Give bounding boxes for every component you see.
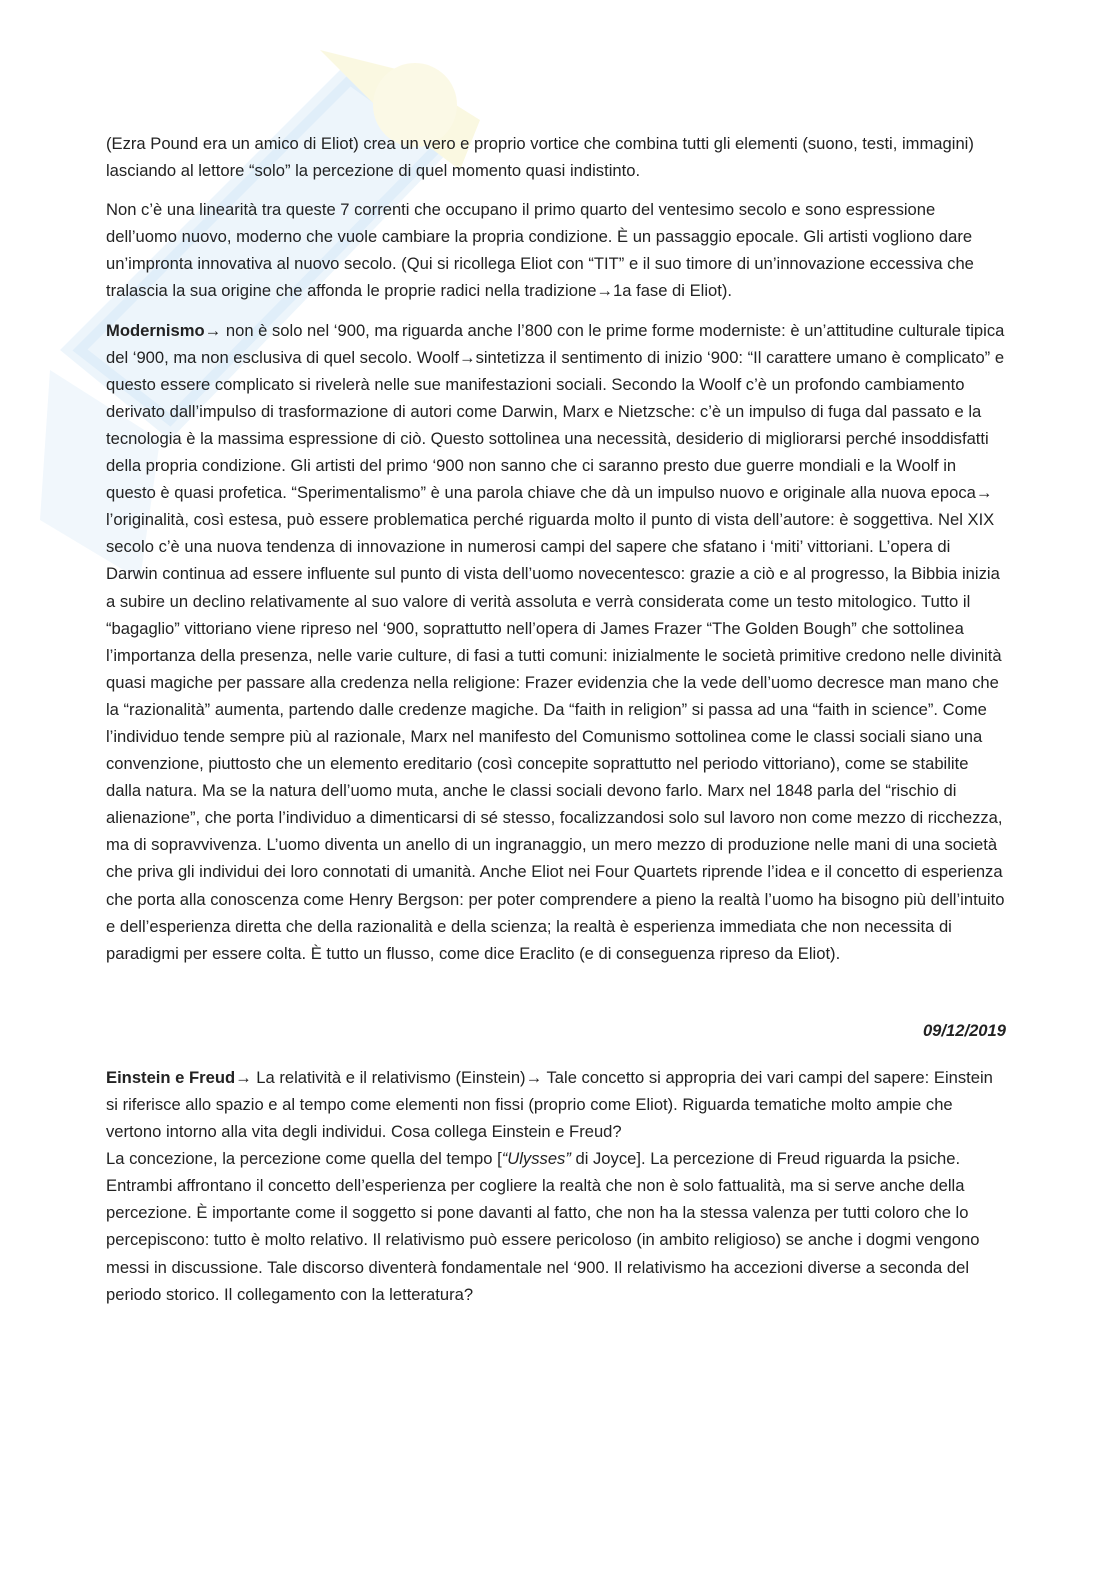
- paragraph-modernismo: [106, 317, 1006, 967]
- paragraph: (Ezra Pound era un amico di Eliot) crea un vero e proprio vortice che combina tutti gli elementi (suono, testi, immagini) lasciando al lettore “solo” la percezione di quel momento quasi indistinto.: [106, 134, 974, 181]
- paragraph-text: di Joyce]. La percezione di Freud riguarda la psiche. Entrambi affrontano il concetto dell’esperienza per cogliere la realtà che non è solo fattualità, ma si serve anche della percezione. È importante come il soggetto si pone davanti al fatto, che non ha la stessa valenza per tutti coloro che lo percepiscono: tutto è molto relativo. Il relativismo può essere pericoloso (in ambito religioso) se anche i dogmi vengono messi in discussione. Tale discorso diventerà fondamentale nel ‘900. Il relativismo ha accezioni diverse a seconda del periodo storico. Il collegamento con la letteratura?: [106, 1149, 980, 1304]
- book-title: “Ulysses”: [501, 1149, 571, 1169]
- paragraph-einstein: [106, 1064, 1006, 1145]
- document-page: [106, 130, 1006, 1308]
- paragraph: Non c’è una linearità tra queste 7 correnti che occupano il primo quarto del ventesimo secolo e sono espressione dell’uomo nuovo, moderno che vuole cambiare la propria condizione. È un passaggio epocale. Gli artisti vogliono dare un’impronta innovativa al nuovo secolo. (Qui si ricollega Eliot con “TIT” e il suo timore di un’innovazione eccessiva che tralascia la sua origine che affonda le proprie radici nella tradizione→1a fase di Eliot).: [106, 200, 974, 301]
- section-heading: Modernismo→: [106, 320, 222, 340]
- paragraph: [106, 1145, 1006, 1308]
- paragraph-text: La relatività e il relativismo (Einstein)→ Tale concetto si appropria dei vari campi del sapere: Einstein si riferisce allo spazio e al tempo come elementi non fissi (proprio come Eliot). Riguarda tematiche molto ampie che vertono intorno alla vita degli individui. Cosa collega Einstein e Freud?: [106, 1067, 993, 1142]
- section-heading: Einstein e Freud→: [106, 1067, 252, 1087]
- paragraph-text: non è solo nel ‘900, ma riguarda anche l’800 con le prime forme moderniste: è un’attitudine culturale tipica del ‘900, ma non esclusiva di quel secolo. Woolf→sintetizza il sentimento di inizio ‘900: “Il carattere umano è complicato” e questo essere complicato si rivelerà nelle sue manifestazioni sociali. Secondo la Woolf c’è un profondo cambiamento derivato dall’impulso di trasformazione di autori come Darwin, Marx e Nietzsche: c’è un impulso di fuga dal passato e la tecnologia è la massima espressione di ciò. Questo sottolinea una necessità, desiderio di migliorarsi perché insoddisfatti della propria condizione. Gli artisti del primo ‘900 non sanno che ci saranno presto due guerre mondiali e la Woolf in questo è quasi profetica. “Sperimentalismo” è una parola chiave che dà un impulso nuovo e originale alla nuova epoca→ l’originalità, così estesa, può essere problematica perché riguarda molto il punto di vista dell’autore: è soggettiva. Nel XIX secolo c’è una nuova tendenza di innovazione in numerosi campi del sapere che sfatano i ‘miti’ vittoriani. L’opera di Darwin continua ad essere influente sul punto di vista dell’uomo novecentesco: grazie a ciò e al progresso, la Bibbia inizia a subire un declino relativamente al suo valore di verità assoluta e verrà considerata come un testo mitologico. Tutto il “bagaglio” vittoriano viene ripreso nel ‘900, soprattutto nell’opera di James Frazer “The Golden Bough” che sottolinea l’importanza della presenza, nelle varie culture, di fasi a tutti comuni: inizialmente le società primitive credono nelle divinità quasi magiche per passare alla credenza nella religione: Frazer evidenzia che la vede dell’uomo decresce man mano che la “razionalità” aumenta, partendo dalle credenze magiche. Da “faith in religion” si passa ad una “faith in science”. Come l’individuo tende sempre più al razionale, Marx nel manifesto del Comunismo sottolinea come le classi sociali siano una convenzione, piuttosto che un elemento ereditario (così concepite soprattutto nel periodo vittoriano), come se stabilite dalla natura. Ma se la natura dell’uomo muta, anche le classi sociali devono farlo. Marx nel 1848 parla del “rischio di alienazione”, che porta l’individuo a dimenticarsi di sé stesso, focalizzandosi solo sul lavoro non come mezzo di ricchezza, ma di sopravvivenza. L’uomo diventa un anello di un ingranaggio, un mero mezzo di produzione nelle mani di una società che priva gli individui dei loro connotati di umanità. Anche Eliot nei Four Quartets riprende l’idea e il concetto di esperienza che porta alla conoscenza come Henry Bergson: per poter comprendere a pieno la realtà l’uomo ha bisogno più dell’intuito e dell’esperienza diretta che della razionalità e della scienza; la realtà è esperienza immediata che non necessita di paradigmi per essere colta. È tutto un flusso, come dice Eraclito (e di conseguenza ripreso da Eliot).: [106, 320, 1005, 963]
- date-label: 09/12/2019: [922, 1020, 1006, 1040]
- paragraph-text: La concezione, la percezione come quella del tempo [: [106, 1149, 502, 1169]
